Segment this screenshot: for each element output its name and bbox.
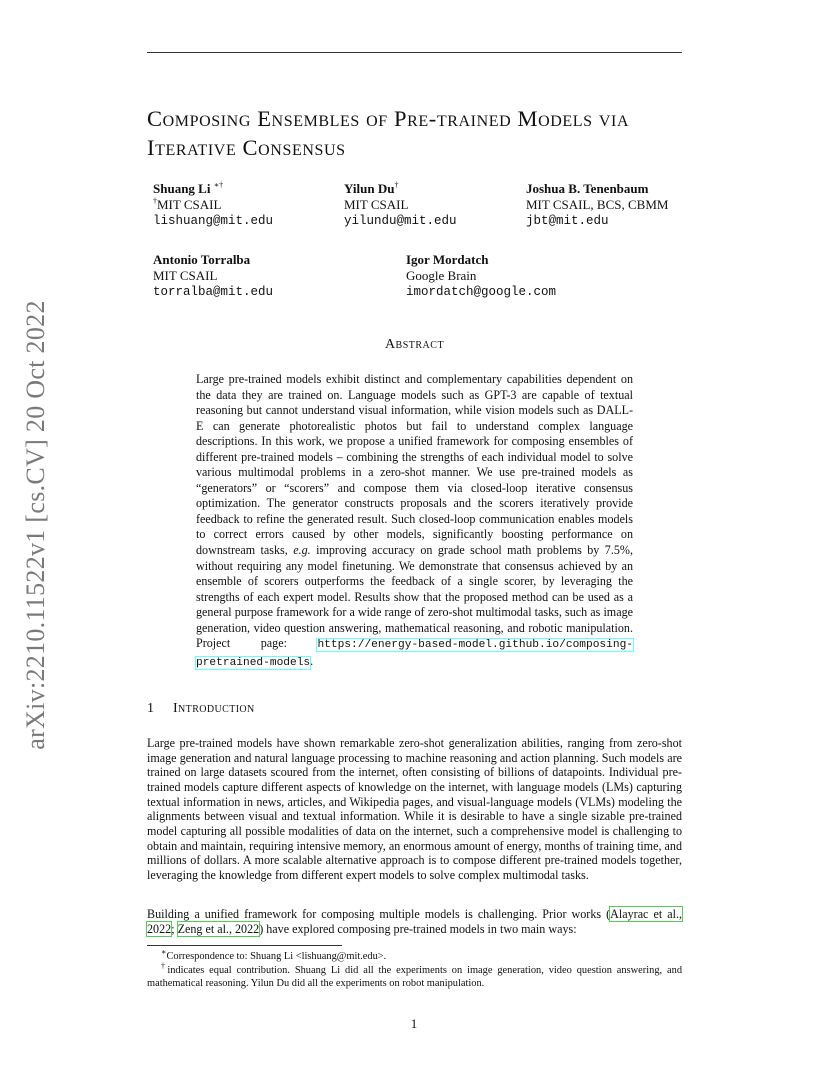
footnote-mark: ∗ bbox=[161, 947, 167, 957]
section-heading bbox=[147, 701, 255, 717]
intro-p2-text-end: ) have explored composing pre-trained models in two main ways: bbox=[259, 921, 577, 936]
footnote-2 bbox=[147, 961, 683, 991]
author-mark: ∗† bbox=[213, 180, 224, 190]
author-mark: † bbox=[394, 180, 399, 190]
citation-link[interactable]: Alayrac et al., 2022 bbox=[147, 907, 683, 936]
abstract-body-cont: improving accuracy on grade school math problems by 7.5%, without requiring any model finetuning. We demonstrate that consensus achieved by an ensemble of scorers outperforms the feedback of a single scorer, by leveraging the strengths of each expert model. Results show that the proposed method can be used as a general purpose framework for a wide range of zero-shot multimodal tasks, such as image generation, video question answering, mathematical reasoning, and robotic manipulation. Project page: bbox=[196, 543, 633, 651]
section-title: Introduction bbox=[173, 701, 255, 716]
page-number: 1 bbox=[410, 1016, 418, 1031]
abstract-text bbox=[196, 372, 633, 671]
affiliation-mark: † bbox=[153, 196, 157, 206]
citation-separator: ; bbox=[171, 921, 178, 936]
abstract-eg: e.g. bbox=[293, 543, 311, 558]
author-name: Igor Mordatch bbox=[406, 252, 489, 267]
section-number: 1 bbox=[147, 701, 155, 716]
author-email[interactable]: jbt@mit.edu bbox=[526, 214, 609, 228]
paper-title: Composing Ensembles of Pre-trained Models via Iterative Consensus bbox=[147, 106, 630, 160]
author-affiliation: MIT CSAIL bbox=[157, 197, 222, 212]
author-block-1 bbox=[153, 181, 273, 229]
author-affiliation: MIT CSAIL bbox=[344, 197, 409, 212]
author-affiliation: Google Brain bbox=[406, 268, 477, 283]
abstract-body: Large pre-trained models exhibit distinct and complementary capabilities dependent on the data they are trained on. Language models such as GPT-3 are capable of textual reasoning but cannot understand visual information, while vision models such as DALL-E can generate photorealistic photos but fail to understand complex language descriptions. In this work, we propose a unified framework for composing ensembles of different pre-trained models – combining the strengths of each individual model to solve various multimodal problems in a zero-shot manner. We use pre-trained models as “generators” or “scorers” and compose them via closed-loop iterative consensus optimization. The generator constructs proposals and the scorers iteratively provide feedback to refine the generated result. Such closed-loop communication enables models to correct errors caused by other models, significantly boosting performance on downstream tasks, bbox=[196, 372, 633, 558]
author-name: Shuang Li bbox=[153, 181, 211, 196]
citation-link[interactable]: Zeng et al., 2022 bbox=[177, 921, 260, 936]
author-email[interactable]: lishuang@mit.edu bbox=[153, 214, 274, 228]
author-block-4 bbox=[153, 252, 273, 300]
intro-paragraph-1: Large pre-trained models have shown remarkable zero-shot generalization abilities, ranging from zero-shot image generation and natural language processing to machine reasoning and action planning. Such models are trained on large datasets scoured from the internet, often consisting of billions of datapoints. Individual pre-trained models capture different aspects of knowledge on the internet, with language models (LMs) capturing textual information in news, articles, and Wikipedia pages, and visual-language models (VLMs) modeling the alignments between visual and textual information. While it is desirable to have a single sizable pre-trained model capturing all possible modalities of data on the internet, such a comprehensive model is challenging to obtain and maintain, requiring intensive memory, an enormous amount of energy, months of training time, and millions of dollars. A more scalable alternative approach is to compose different pre-trained models together, leveraging the knowledge from different expert models to solve complex multimodal tasks. bbox=[147, 736, 682, 882]
footnote-text: indicates equal contribution. Shuang Li did all the experiments on image generation, video question answering, and mathematical reasoning. Yilun Du did all the experiments on robot manipulation. bbox=[147, 965, 683, 990]
author-email[interactable]: yilundu@mit.edu bbox=[344, 214, 457, 228]
footnote-mark: † bbox=[161, 961, 168, 971]
intro-paragraph-2 bbox=[147, 907, 682, 936]
project-page-link[interactable]: https://energy-based-model.github.io/composing-pretrained-models bbox=[196, 639, 633, 669]
abstract-end: . bbox=[310, 653, 314, 668]
footnote-text: Correspondence to: Shuang Li <lishuang@mit.edu>. bbox=[166, 951, 387, 962]
author-affiliation: MIT CSAIL, BCS, CBMM bbox=[526, 197, 669, 212]
author-block-3 bbox=[526, 181, 668, 229]
author-name: Antonio Torralba bbox=[153, 252, 251, 267]
footnote-rule bbox=[147, 945, 342, 946]
arxiv-identifier[interactable]: arXiv:2210.11522v1 [cs.CV] 20 Oct 2022 bbox=[21, 300, 50, 750]
author-name: Joshua B. Tenenbaum bbox=[526, 181, 649, 196]
author-email[interactable]: torralba@mit.edu bbox=[153, 285, 274, 299]
author-email[interactable]: imordatch@google.com bbox=[406, 285, 557, 299]
author-name: Yilun Du bbox=[344, 181, 395, 196]
footnote-1 bbox=[147, 947, 682, 963]
intro-p2-text: Building a unified framework for composing multiple models is challenging. Prior works ( bbox=[147, 907, 611, 921]
author-affiliation: MIT CSAIL bbox=[153, 268, 218, 283]
abstract-heading: Abstract bbox=[384, 337, 445, 352]
author-block-2 bbox=[344, 181, 457, 229]
top-rule bbox=[147, 52, 682, 53]
author-block-5 bbox=[406, 252, 556, 300]
